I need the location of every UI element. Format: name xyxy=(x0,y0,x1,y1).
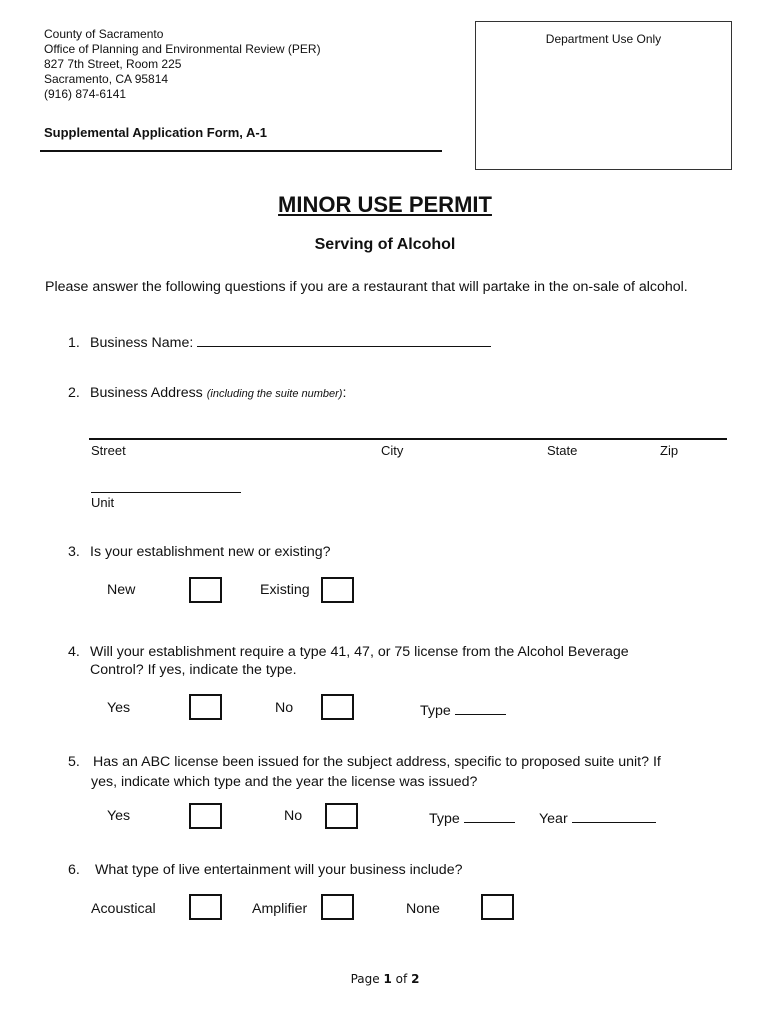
question-5 xyxy=(68,754,661,770)
question-label: Business Name: xyxy=(90,335,194,351)
option-yes-label: Yes xyxy=(107,808,131,824)
option-amplifier-label: Amplifier xyxy=(252,901,308,917)
no-checkbox[interactable] xyxy=(325,803,358,829)
question-4 xyxy=(68,644,629,660)
question-number: 4. xyxy=(68,644,80,660)
org-line: (916) 874-6141 xyxy=(44,87,127,101)
header-divider xyxy=(40,150,442,152)
question-number: 1. xyxy=(68,335,80,351)
question-text-line1: Will your establishment require a type 41, 47, or 75 license from the Alcohol Beverage xyxy=(90,644,629,660)
year-label: Year xyxy=(539,811,568,827)
question-number: 6. xyxy=(68,862,80,878)
question-1 xyxy=(68,332,491,351)
type-field[interactable] xyxy=(464,808,515,823)
question-3 xyxy=(68,544,331,560)
new-checkbox[interactable] xyxy=(189,577,222,603)
department-use-label: Department Use Only xyxy=(545,32,662,46)
amplifier-checkbox[interactable] xyxy=(321,894,354,920)
org-line: Sacramento, CA 95814 xyxy=(44,72,169,86)
option-no-label: No xyxy=(284,808,303,824)
page-title: MINOR USE PERMIT xyxy=(278,192,492,217)
org-line: 827 7th Street, Room 225 xyxy=(44,57,182,71)
no-checkbox[interactable] xyxy=(321,694,354,720)
option-yes-label: Yes xyxy=(107,700,131,716)
intro-text: Please answer the following questions if you are a restaurant that will partake in the on-sale of alcohol. xyxy=(45,279,688,295)
question-hint: (including the suite number) xyxy=(206,388,343,400)
year-field[interactable] xyxy=(572,808,656,823)
question-text: What type of live entertainment will your business include? xyxy=(95,862,463,878)
option-existing-label: Existing xyxy=(260,582,310,598)
none-checkbox[interactable] xyxy=(481,894,514,920)
page-number xyxy=(0,972,770,986)
question-text-line2: Control? If yes, indicate the type. xyxy=(90,662,297,678)
page-word: Page xyxy=(350,972,380,986)
zip-label: Zip xyxy=(660,443,679,458)
existing-checkbox[interactable] xyxy=(321,577,354,603)
question-text-line2: yes, indicate which type and the year the license was issued? xyxy=(91,774,478,790)
year-entry xyxy=(539,808,656,827)
question-6 xyxy=(68,862,462,878)
state-label: State xyxy=(547,443,578,458)
page-subtitle: Serving of Alcohol xyxy=(314,236,456,253)
question-2 xyxy=(68,385,346,401)
street-label: Street xyxy=(91,443,126,458)
total-pages: 2 xyxy=(411,972,420,986)
type-label: Type xyxy=(420,703,451,719)
option-new-label: New xyxy=(107,582,136,598)
org-line: Office of Planning and Environmental Review (PER) xyxy=(44,42,321,56)
of-word: of xyxy=(395,972,408,986)
option-none-label: None xyxy=(406,901,440,917)
type-label: Type xyxy=(429,811,460,827)
question-number: 2. xyxy=(68,385,80,401)
question-label: Business Address xyxy=(90,385,203,401)
unit-field[interactable] xyxy=(91,480,241,493)
question-text-line1: Has an ABC license been issued for the subject address, specific to proposed suite unit? If xyxy=(93,754,661,770)
org-line: County of Sacramento xyxy=(44,27,164,41)
department-use-box xyxy=(475,21,732,170)
current-page: 1 xyxy=(383,972,392,986)
question-number: 3. xyxy=(68,544,80,560)
yes-checkbox[interactable] xyxy=(189,803,222,829)
yes-checkbox[interactable] xyxy=(189,694,222,720)
business-name-field[interactable] xyxy=(197,332,491,347)
option-acoustical-label: Acoustical xyxy=(91,901,156,917)
unit-label: Unit xyxy=(91,495,115,510)
form-name: Supplemental Application Form, A-1 xyxy=(44,125,267,140)
question-text: Is your establishment new or existing? xyxy=(90,544,331,560)
acoustical-checkbox[interactable] xyxy=(189,894,222,920)
question-number: 5. xyxy=(68,754,80,770)
question-colon: : xyxy=(342,385,347,401)
agency-header xyxy=(44,27,321,102)
option-no-label: No xyxy=(275,700,294,716)
type-entry xyxy=(429,808,515,827)
type-field[interactable] xyxy=(455,700,506,715)
city-label: City xyxy=(381,443,404,458)
address-line[interactable] xyxy=(89,438,727,440)
type-entry xyxy=(420,700,506,719)
